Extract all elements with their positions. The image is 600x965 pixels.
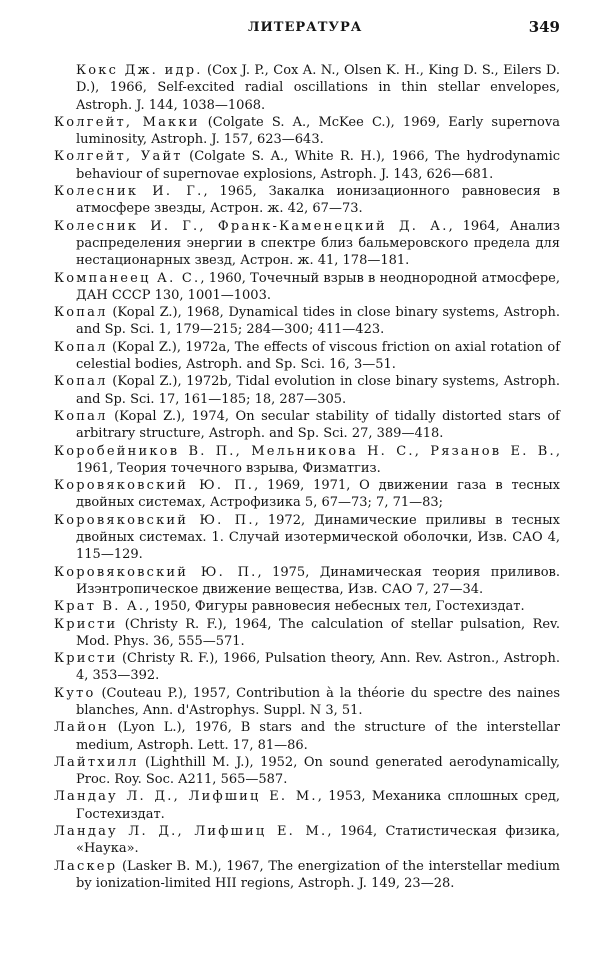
reference-entry <box>54 858 560 893</box>
reference-entry <box>54 304 560 339</box>
reference-text: (Kopal Z.), 1968, Dynamical tides in close binary systems, Astroph. and Sp. Sci. 1, 179—215; 284—300; 411—423. <box>76 305 560 338</box>
reference-entry <box>54 564 560 599</box>
reference-text: (Kopal Z.), 1972a, The effects of viscous friction on axial rotation of celestial bodies, Astroph. and Sp. Sci. 16, 3—51. <box>76 339 560 373</box>
reference-text: (Lighthill M. J.), 1952, On sound generated aerodynamically, Proc. Roy. Soc. A211, 565—587. <box>76 754 560 788</box>
reference-entry <box>54 443 560 478</box>
reference-entry <box>54 148 560 183</box>
reference-text: (Christy R. F.), 1964, The calculation of stellar pulsation, Rev. Mod. Phys. 36, 555—571. <box>76 616 560 649</box>
running-title: ЛИТЕРАТУРА <box>248 20 363 35</box>
reference-text: (Christy R. F.), 1966, Pulsation theory, Ann. Rev. Astron., Astroph. 4, 353—392. <box>76 651 560 684</box>
reference-text: (Couteau P.), 1957, Contribution à la théorie du spectre des naines blanches, Ann. d'Astrophys. Suppl. N 3, 51. <box>76 685 560 718</box>
reference-entry <box>54 650 560 685</box>
reference-author: Копал <box>54 305 108 321</box>
reference-author: Колгейт, Уайт <box>54 149 183 165</box>
reference-author: Лайон <box>54 720 109 736</box>
reference-entry <box>54 719 560 754</box>
reference-entry <box>54 598 560 615</box>
reference-text: , 1950, Фигуры равновесия небесных тел, Гостехиздат. <box>145 599 525 615</box>
reference-entry <box>54 788 560 823</box>
reference-author: Коровяковский Ю. П. <box>54 512 255 528</box>
reference-author: Коробейников В. П., Мельникова Н. С., Рязанов Е. В. <box>54 443 556 459</box>
reference-author: Коровяковский Ю. П. <box>54 478 255 494</box>
reference-entry <box>54 114 560 149</box>
reference-entry <box>54 477 560 512</box>
reference-entry <box>54 183 560 218</box>
reference-author: Копал <box>54 408 108 424</box>
reference-text: , 1953, Механика сплошных сред, Гостехиздат. <box>76 789 560 822</box>
reference-author: Крат В. А. <box>54 599 146 615</box>
reference-author: Ландау Л. Д., Лифшиц Е. М. <box>54 824 328 840</box>
reference-author: Компанеец А. С. <box>54 270 201 286</box>
reference-text: , 1960, Точечный взрыв в неоднородной атмосфере, ДАН СССР 130, 1001—1003. <box>76 270 560 303</box>
reference-text: , 1972, Динамические приливы в тесных двойных системах. 1. Случай изотермической оболочки, Изв. САО 4, 115—129. <box>76 512 560 563</box>
reference-entry <box>54 62 560 114</box>
reference-text: (Lyon L.), 1976, B stars and the structure of the interstellar medium, Astroph. Lett. 17, 81—86. <box>76 720 560 753</box>
reference-author: Кристи <box>54 616 118 632</box>
reference-entry <box>54 270 560 305</box>
reference-text: (Kopal Z.), 1974, On secular stability of tidally distorted stars of arbitrary structure, Astroph. and Sp. Sci. 27, 389—418. <box>76 408 560 442</box>
reference-author: Ландау Л. Д., Лифшиц Е. М. <box>54 789 318 805</box>
reference-author: Копал <box>54 339 108 355</box>
reference-text: , 1975, Динамическая теория приливов. Изэнтропическое движение вещества, Изв. САО 7, 27—34. <box>76 564 560 597</box>
reference-entry <box>54 408 560 443</box>
reference-list <box>54 62 560 892</box>
reference-text: , 1964, Анализ распределения энергии в спектре близ бальмеровского предела для нестационарных звезд, Астрон. ж. 41, 178—181. <box>76 218 560 269</box>
reference-text: , 1964, Статистическая физика, «Наука». <box>76 824 560 857</box>
reference-text: (Lasker B. M.), 1967, The energization of the interstellar medium by ionization-limited HII regions, Astroph. J. 149, 23—28. <box>76 858 560 891</box>
reference-entry <box>54 339 560 374</box>
reference-text: (Kopal Z.), 1972b, Tidal evolution in close binary systems, Astroph. and Sp. Sci. 17, 161—185; 18, 287—305. <box>76 374 560 407</box>
reference-text: (Cox J. P., Cox A. N., Olsen K. H., King D. S., Eilers D. D.), 1966, Self-excited radial oscillations in thin stellar envelopes, Astroph. J. 144, 1038—1068. <box>76 63 560 113</box>
reference-author: Коровяковский Ю. П. <box>54 564 258 580</box>
reference-author: Кристи <box>54 651 118 667</box>
reference-text: (Colgate S. A., McKee C.), 1969, Early supernova luminosity, Astroph. J. 157, 623—643. <box>76 114 560 148</box>
reference-author: Колгейт, Макки <box>54 114 200 130</box>
reference-text: , 1961, Теория точечного взрыва, Физматгиз. <box>76 443 560 476</box>
reference-text: (Colgate S. A., White R. H.), 1966, The hydrodynamic behaviour of supernovae explosions, Astroph. J. 143, 626—681. <box>76 149 561 182</box>
reference-entry <box>54 616 560 651</box>
reference-text: , 1965, Закалка ионизационного равновесия в атмосфере звезды, Астрон. ж. 42, 67—73. <box>76 184 560 217</box>
reference-author: Куто <box>54 685 96 701</box>
reference-entry <box>54 754 560 789</box>
reference-entry <box>54 218 560 270</box>
reference-author: Лайтхилл <box>54 754 139 770</box>
reference-author: Колесник И. Г. <box>54 184 204 200</box>
reference-author: Колесник И. Г., Франк-Каменецкий Д. А. <box>54 218 449 234</box>
page-number: 349 <box>528 18 560 36</box>
reference-entry <box>54 373 560 408</box>
reference-author: Ласкер <box>54 858 118 874</box>
reference-entry <box>54 823 560 858</box>
reference-entry <box>54 512 560 564</box>
reference-author: Копал <box>54 374 108 390</box>
reference-entry <box>54 685 560 720</box>
reference-author: Кокс Дж. идр. <box>76 63 203 78</box>
reference-text: , 1969, 1971, О движении газа в тесных двойных системах, Астрофизика 5, 67—73; 7, 71—83; <box>76 478 561 511</box>
page-header <box>54 16 560 42</box>
